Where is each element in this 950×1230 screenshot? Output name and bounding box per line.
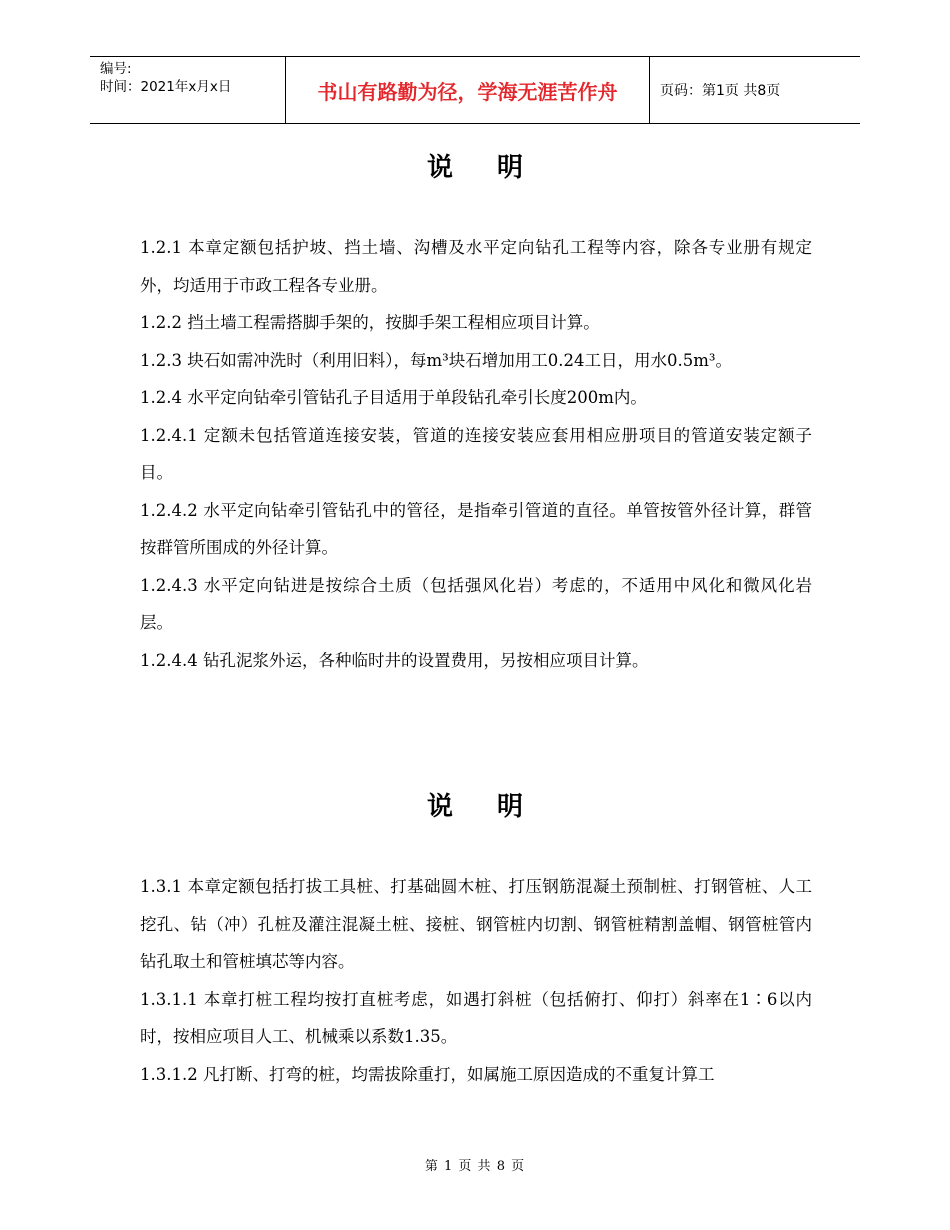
page-footer: 第 1 页 共 8 页 (424, 1159, 526, 1174)
paragraph-1-2-4-3: 1.2.4.3 水平定向钻进是按综合土质（包括强风化岩）考虑的，不适用中风化和微风化岩层。 (140, 575, 812, 632)
paragraph-1-2-1: 1.2.1 本章定额包括护坡、挡土墙、沟槽及水平定向钻孔工程等内容，除各专业册有规定外，均适用于市政工程各专业册。 (140, 238, 812, 295)
paragraph-1-3-1: 1.3.1 本章定额包括打拔工具桩、打基础圆木桩、打压钢筋混凝土预制桩、打钢管桩、人工挖孔、钻（冲）孔桩及灌注混凝土桩、接桩、钢管桩内切割、钢管桩精割盖帽、钢管桩管内钻孔取土和管桩填芯等内容。 (140, 877, 812, 971)
section-title-2: 说明 (426, 792, 567, 822)
document-number-label: 编号: (100, 61, 132, 77)
section-2-body (140, 868, 812, 1093)
paragraph-1-2-4: 1.2.4 水平定向钻牵引管钻孔子目适用于单段钻孔牵引长度200m内。 (140, 388, 647, 407)
header-meta (90, 57, 286, 123)
paragraph-1-2-4-4: 1.2.4.4 钻孔泥浆外运，各种临时井的设置费用，另按相应项目计算。 (140, 650, 649, 670)
section-title-1: 说明 (426, 153, 567, 183)
header-page-info: 页码：第1页 共8页 (660, 83, 781, 99)
paragraph-1-2-3: 1.2.3 块石如需冲洗时（利用旧料），每m³块石增加用工0.24工日，用水0.5m³。 (140, 350, 732, 370)
paragraph-1-2-4-2: 1.2.4.2 水平定向钻牵引管钻孔中的管径，是指牵引管道的直径。单管按管外径计算，群管按群管所围成的外径计算。 (140, 500, 812, 557)
page-header (90, 56, 860, 124)
section-1-body (140, 229, 812, 679)
paragraph-1-2-4-1: 1.2.4.1 定额未包括管道连接安装，管道的连接安装应套用相应册项目的管道安装定额子目。 (140, 425, 812, 482)
paragraph-1-2-2: 1.2.2 挡土墙工程需搭脚手架的，按脚手架工程相应项目计算。 (140, 313, 600, 332)
document-time: 时间：2021年x月x日 (100, 79, 232, 95)
paragraph-1-3-1-2: 1.3.1.2 凡打断、打弯的桩，均需拔除重打，如属施工原因造成的不重复计算工 (140, 1064, 715, 1084)
header-motto: 书山有路勤为径，学海无涯苦作舟 (286, 57, 650, 123)
paragraph-1-3-1-1: 1.3.1.1 本章打桩工程均按打直桩考虑，如遇打斜桩（包括俯打、仰打）斜率在1∶6以内时，按相应项目人工、机械乘以系数1.35。 (140, 989, 812, 1046)
